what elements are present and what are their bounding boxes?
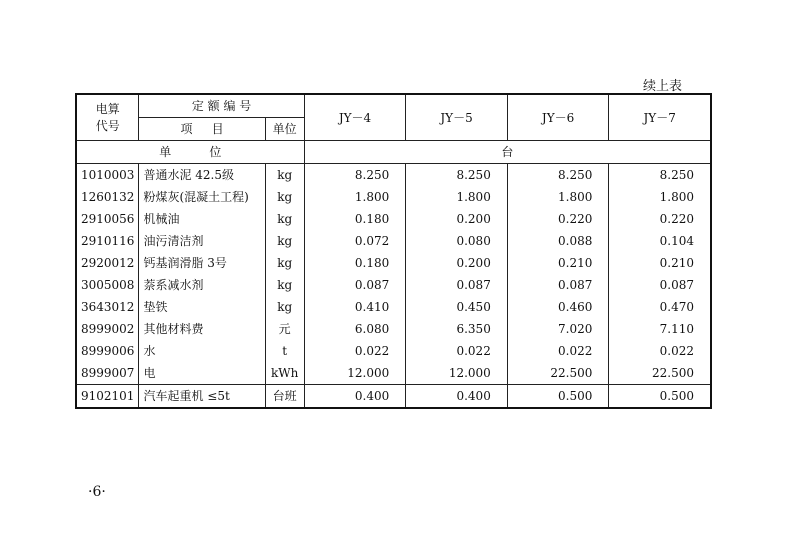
table-row <box>76 230 711 252</box>
row-value-jy7: 0.022 <box>609 340 711 362</box>
row-code: 9102101 <box>76 385 139 409</box>
continued-label: 续上表 <box>642 79 682 94</box>
row-value-jy5: 1.800 <box>406 186 508 208</box>
row-unit: kg <box>265 164 304 187</box>
unit-row-value: 台 <box>304 141 711 164</box>
row-unit: kg <box>265 230 304 252</box>
row-value-jy7: 0.470 <box>609 296 711 318</box>
row-code: 2910116 <box>76 230 139 252</box>
row-value-jy5: 0.080 <box>406 230 508 252</box>
row-code: 8999006 <box>76 340 139 362</box>
table-row <box>76 340 711 362</box>
row-unit: kWh <box>265 362 304 385</box>
row-name: 水 <box>139 340 265 362</box>
row-value-jy5: 8.250 <box>406 164 508 187</box>
row-code: 2910056 <box>76 208 139 230</box>
row-value-jy7: 22.500 <box>609 362 711 385</box>
row-value-jy6: 1.800 <box>507 186 609 208</box>
row-code: 3005008 <box>76 274 139 296</box>
row-value-jy4: 0.400 <box>304 385 406 409</box>
column-header-2: JY－5 <box>406 94 508 141</box>
row-code: 1260132 <box>76 186 139 208</box>
page-number: ·6· <box>88 484 106 500</box>
column-header-1: JY－4 <box>304 94 406 141</box>
row-name: 油污清洁剂 <box>139 230 265 252</box>
row-value-jy6: 22.500 <box>507 362 609 385</box>
row-name: 粉煤灰(混凝土工程) <box>139 186 265 208</box>
row-value-jy5: 0.087 <box>406 274 508 296</box>
row-value-jy5: 0.200 <box>406 208 508 230</box>
row-name: 电 <box>139 362 265 385</box>
row-value-jy5: 0.200 <box>406 252 508 274</box>
row-name: 其他材料费 <box>139 318 265 340</box>
table-row <box>76 252 711 274</box>
row-code: 8999007 <box>76 362 139 385</box>
row-unit: kg <box>265 274 304 296</box>
quota-table <box>75 93 712 409</box>
row-value-jy6: 0.087 <box>507 274 609 296</box>
row-name: 垫铁 <box>139 296 265 318</box>
row-value-jy7: 0.210 <box>609 252 711 274</box>
row-value-jy6: 8.250 <box>507 164 609 187</box>
table-row <box>76 164 711 187</box>
row-unit: kg <box>265 252 304 274</box>
unit-row <box>76 141 711 164</box>
row-value-jy4: 0.072 <box>304 230 406 252</box>
header-row-1 <box>76 94 711 118</box>
row-code: 2920012 <box>76 252 139 274</box>
row-value-jy4: 0.410 <box>304 296 406 318</box>
quota-number-header: 定 额 编 号 <box>139 94 304 118</box>
row-value-jy7: 0.500 <box>609 385 711 409</box>
row-name: 机械油 <box>139 208 265 230</box>
row-value-jy4: 6.080 <box>304 318 406 340</box>
row-value-jy4: 0.087 <box>304 274 406 296</box>
code-header-line2: 代号 <box>95 118 120 133</box>
row-name: 普通水泥 42.5级 <box>139 164 265 187</box>
row-value-jy5: 6.350 <box>406 318 508 340</box>
table-row <box>76 296 711 318</box>
column-header-4: JY－7 <box>609 94 711 141</box>
row-value-jy7: 7.110 <box>609 318 711 340</box>
row-unit: 元 <box>265 318 304 340</box>
row-value-jy4: 0.022 <box>304 340 406 362</box>
row-value-jy5: 0.400 <box>406 385 508 409</box>
row-name: 钙基润滑脂 3号 <box>139 252 265 274</box>
row-value-jy7: 8.250 <box>609 164 711 187</box>
row-value-jy6: 7.020 <box>507 318 609 340</box>
row-name: 萘系减水剂 <box>139 274 265 296</box>
row-value-jy7: 0.087 <box>609 274 711 296</box>
row-code: 8999002 <box>76 318 139 340</box>
row-value-jy4: 0.180 <box>304 208 406 230</box>
row-value-jy4: 12.000 <box>304 362 406 385</box>
row-value-jy6: 0.220 <box>507 208 609 230</box>
code-header-line1: 电算 <box>95 101 120 116</box>
row-value-jy5: 0.450 <box>406 296 508 318</box>
row-value-jy4: 8.250 <box>304 164 406 187</box>
row-name: 汽车起重机 ≤5t <box>139 385 265 409</box>
row-unit: kg <box>265 208 304 230</box>
row-unit: kg <box>265 296 304 318</box>
row-unit: kg <box>265 186 304 208</box>
table-row <box>76 186 711 208</box>
row-value-jy7: 0.220 <box>609 208 711 230</box>
row-value-jy6: 0.022 <box>507 340 609 362</box>
item-header: 项 目 <box>139 118 265 141</box>
row-value-jy6: 0.210 <box>507 252 609 274</box>
table-row <box>76 274 711 296</box>
table-row <box>76 385 711 409</box>
table-row <box>76 362 711 385</box>
row-value-jy5: 12.000 <box>406 362 508 385</box>
row-value-jy4: 1.800 <box>304 186 406 208</box>
row-value-jy5: 0.022 <box>406 340 508 362</box>
row-code: 1010003 <box>76 164 139 187</box>
unit-row-label: 单 位 <box>76 141 304 164</box>
unit-header: 单位 <box>265 118 304 141</box>
row-unit: t <box>265 340 304 362</box>
table-row <box>76 208 711 230</box>
column-header-3: JY－6 <box>507 94 609 141</box>
row-unit: 台班 <box>265 385 304 409</box>
row-value-jy7: 0.104 <box>609 230 711 252</box>
row-value-jy6: 0.460 <box>507 296 609 318</box>
row-code: 3643012 <box>76 296 139 318</box>
code-header <box>76 94 139 141</box>
row-value-jy6: 0.088 <box>507 230 609 252</box>
row-value-jy7: 1.800 <box>609 186 711 208</box>
table-row <box>76 318 711 340</box>
row-value-jy6: 0.500 <box>507 385 609 409</box>
row-value-jy4: 0.180 <box>304 252 406 274</box>
